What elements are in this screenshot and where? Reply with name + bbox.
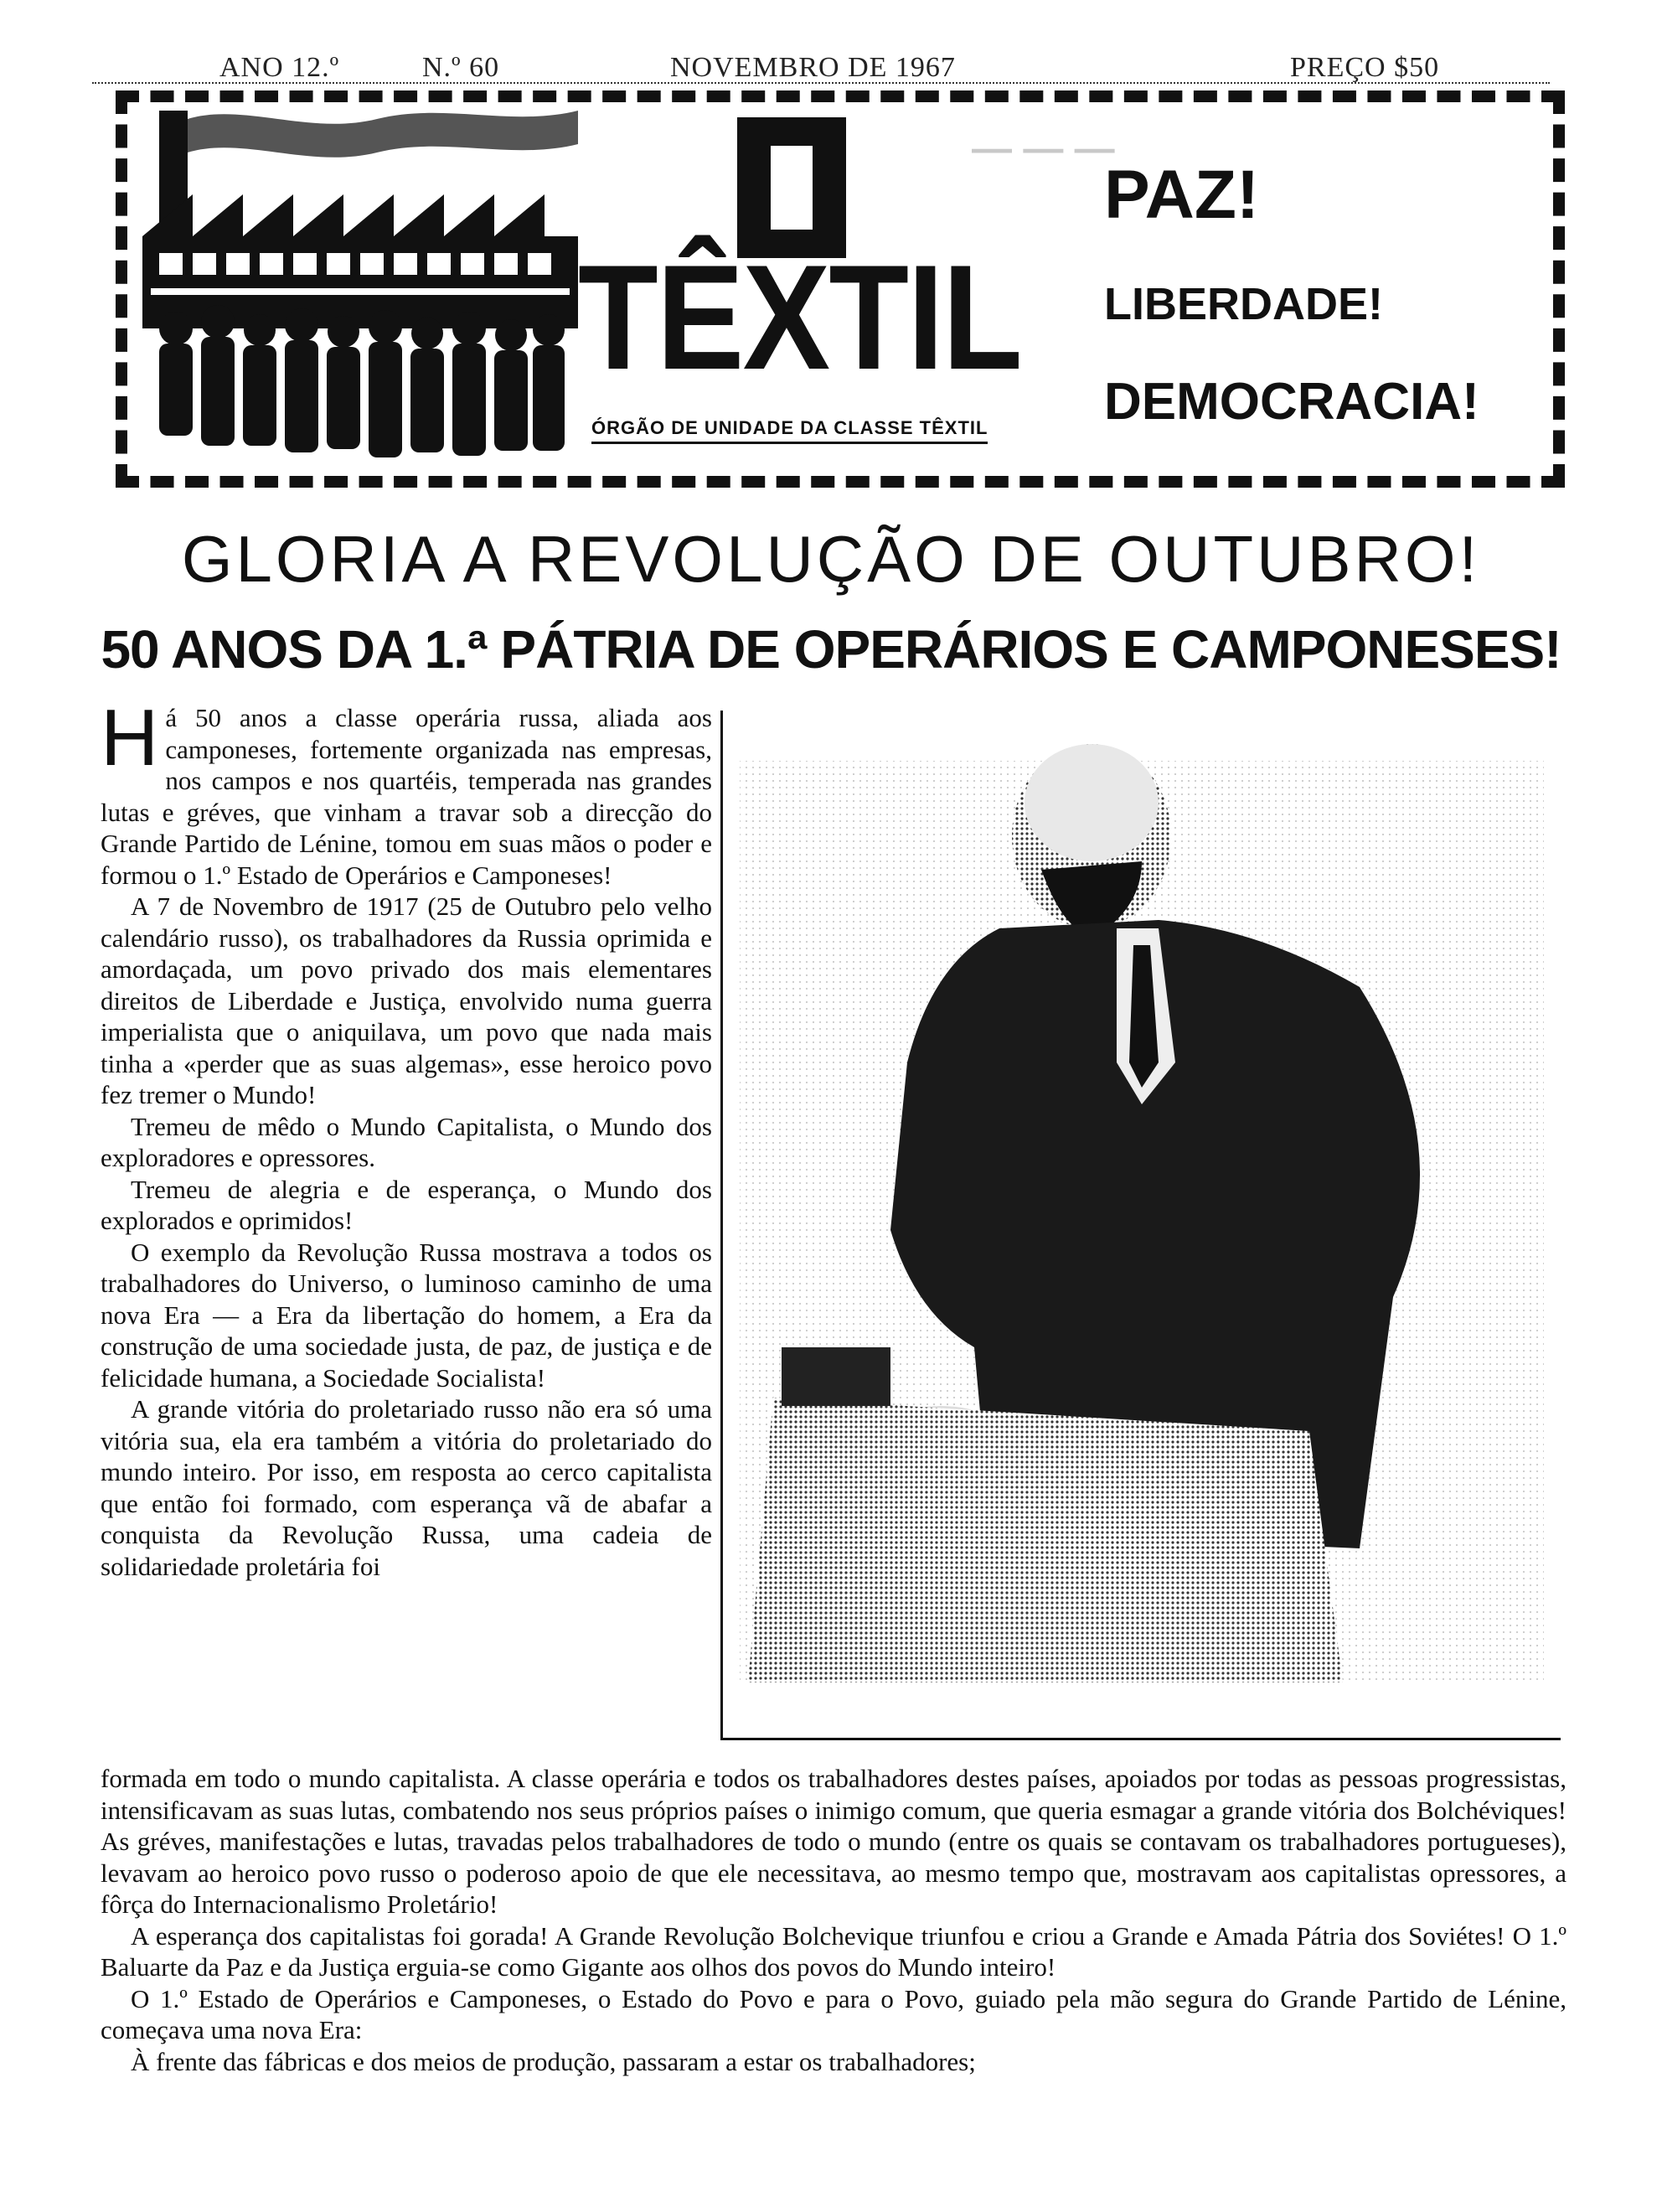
main-headline: GLORIA A REVOLUÇÃO DE OUTUBRO! [181, 522, 1481, 596]
article-paragraph: Há 50 anos a classe operária russa, aliada aos camponeses, fortemente organizada nas empresas, nos campos e nos quartéis, temperada nas grandes lutas e gréves, que vinham a travar sob a direcção do Grande Partido de Lénine, tomou em suas mãos o poder e formou o 1.º Estado de Operários e Camponeses! [101, 693, 712, 890]
article-paragraph: À frente das fábricas e dos meios de produção, passaram a estar os trabalhadores; [131, 2046, 976, 2076]
masthead-title: TÊXTIL [578, 234, 1021, 401]
article-column [101, 693, 712, 1582]
article-paragraph: formada em todo o mundo capitalista. A classe operária e todos os trabalhadores destes países, apoiados por todas as pessoas progressistas, intensificavam as suas lutas, combatendo nos seus próprios países o inimigo comum, que queria esmagar a grande vitória dos Bolchéviques! As gréves, manifestações e lutas, travadas pelos trabalhadores de todo o mundo (entre os quais se contavam os trabalhadores portugueses), levavam ao heroico povo russo o poderoso apoio de que ele necessitava, ao mesmo tempo que, mostravam aos capitalistas opressores, a fôrça do Internacionalismo Proletário! [101, 1764, 1567, 1919]
article-paragraph: O exemplo da Revolução Russa mostrava a todos os trabalhadores do Universo, o luminoso caminho de uma nova Era — a Era da libertação do homem, a Era da construção de uma sociedade justa, de paz, de justiça e de felicidade humana, a Sociedade Socialista! [101, 1237, 712, 1393]
article-paragraph: Tremeu de mêdo o Mundo Capitalista, o Mundo dos exploradores e opressores. [101, 1111, 712, 1172]
slogan-liberdade: LIBERDADE! [1104, 279, 1383, 329]
article-paragraph: A 7 de Novembro de 1917 (25 de Outubro pelo velho calendário russo), os trabalhadores da Russia oprimida e amordaçada, um povo privado dos mais elementares direitos de Liberdade e Justiça, envolvido numa guerra imperialista que o aniquilava, um povo que nada mais tinha a «perder que as suas algemas», esse heroico povo fez tremer o Mundo! [101, 892, 712, 1109]
article-paragraph: A grande vitória do proletariado russo não era só uma vitória sua, ela era também a vitória do proletariado do mundo inteiro. Por isso, em resposta ao cerco capitalista que então foi formado, com esperança vã de abafar a conquista da Revolução Russa, uma cadeia de solidariedade proletária foi [101, 1394, 712, 1581]
issue-number: N.º 60 [422, 52, 500, 83]
article-paragraph: Tremeu de alegria e de esperança, o Mundo dos explorados e oprimidos! [101, 1174, 712, 1235]
meta-divider [92, 82, 1550, 84]
article-paragraph: O 1.º Estado de Operários e Camponeses, o Estado do Povo e para o Povo, guiado pela mão segura do Grande Partido de Lénine, começava uma nova Era: [101, 1983, 1567, 2044]
slogan-democracia: DEMOCRACIA! [1104, 373, 1479, 431]
sub-headline: 50 ANOS DA 1.ª PÁTRIA DE OPERÁRIOS E CAMPONESES! [101, 619, 1561, 680]
drop-cap: H [101, 693, 159, 783]
slogan-paz: PAZ! [1104, 157, 1260, 233]
issue-date: NOVEMBRO DE 1967 [670, 52, 956, 83]
bleed-through-text: — — — [972, 127, 1115, 171]
issue-year: ANO 12.º [219, 52, 340, 83]
lenin-portrait-photo [720, 711, 1561, 1740]
masthead-subtitle: ÓRGÃO DE UNIDADE DA CLASSE TÊXTIL [591, 417, 988, 444]
article-continuation [101, 1763, 1567, 2077]
article-paragraph: A esperança dos capitalistas foi gorada! A Grande Revolução Bolchevique triunfou e criou a Grande e Amada Pátria dos Soviétes! O 1.º Baluarte da Paz e da Justiça erguia-se como Gigante aos olhos dos povos do Mundo inteiro! [101, 1920, 1567, 1982]
issue-price: PREÇO $50 [1290, 52, 1440, 83]
factory-workers-illustration [126, 102, 595, 471]
